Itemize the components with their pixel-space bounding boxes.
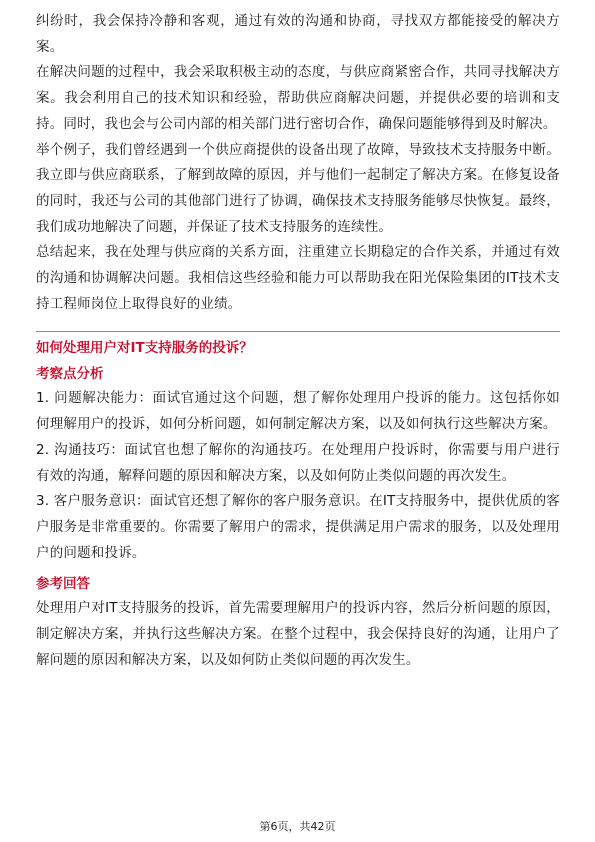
body-paragraph: 在解决问题的过程中，我会采取积极主动的态度，与供应商紧密合作，共同寻找解决方案。我会利用自己的技术知识和经验，帮助供应商解决问题，并提供必要的培训和支持。同时，我也会与公司内部的相关部门进行密切合作，确保问题能够得到及时解决。 [36, 64, 560, 132]
body-paragraph: 总结起来，我在处理与供应商的关系方面，注重建立长期稳定的合作关系，并通过有效的沟通和协调解决问题。我相信这些经验和能力可以帮助我在阳光保险集团的IT技术支持工程师岗位上取得良好的业绩。 [36, 244, 560, 312]
analysis-item: 1. 问题解决能力：面试官通过这个问题，想了解你处理用户投诉的能力。这包括你如何理解用户的投诉，如何分析问题，如何制定解决方案，以及如何执行这些解决方案。 [36, 390, 560, 433]
analysis-item: 3. 客户服务意识：面试官还想了解你的客户服务意识。在IT支持服务中，提供优质的客户服务是非常重要的。你需要了解用户的需求，提供满足用户需求的服务，以及处理用户的问题和投诉。 [36, 493, 560, 561]
answer-heading: 参考回答 [36, 576, 90, 593]
answer-text: 处理用户对IT支持服务的投诉，首先需要理解用户的投诉内容，然后分析问题的原因，制定解决方案，并执行这些解决方案。在整个过程中，我会保持良好的沟通，让用户了解问题的原因和解决方案，以及如何防止类似问题的再次发生。 [36, 600, 560, 668]
section-divider [36, 331, 560, 332]
analysis-item: 2. 沟通技巧：面试官也想了解你的沟通技巧。在处理用户投诉时，你需要与用户进行有效的沟通，解释问题的原因和解决方案，以及如何防止类似问题的再次发生。 [36, 441, 560, 484]
analysis-heading: 考察点分析 [36, 366, 104, 383]
body-paragraph: 纠纷时，我会保持冷静和客观，通过有效的沟通和协商，寻找双方都能接受的解决方案。 [36, 13, 560, 55]
page-content [36, 9, 560, 673]
question-title: 如何处理用户对IT支持服务的投诉？ [36, 340, 253, 357]
body-paragraph: 举个例子，我们曾经遇到一个供应商提供的设备出现了故障，导致技术支持服务中断。我立即与供应商联系，了解到故障的原因，并与他们一起制定了解决方案。在修复设备的同时，我还与公司的其他部门进行了协调，确保技术支持服务能够尽快恢复。最终，我们成功地解决了问题，并保证了技术支持服务的连续性。 [36, 141, 560, 235]
page-number-footer: 第6页，共42页 [259, 820, 336, 833]
